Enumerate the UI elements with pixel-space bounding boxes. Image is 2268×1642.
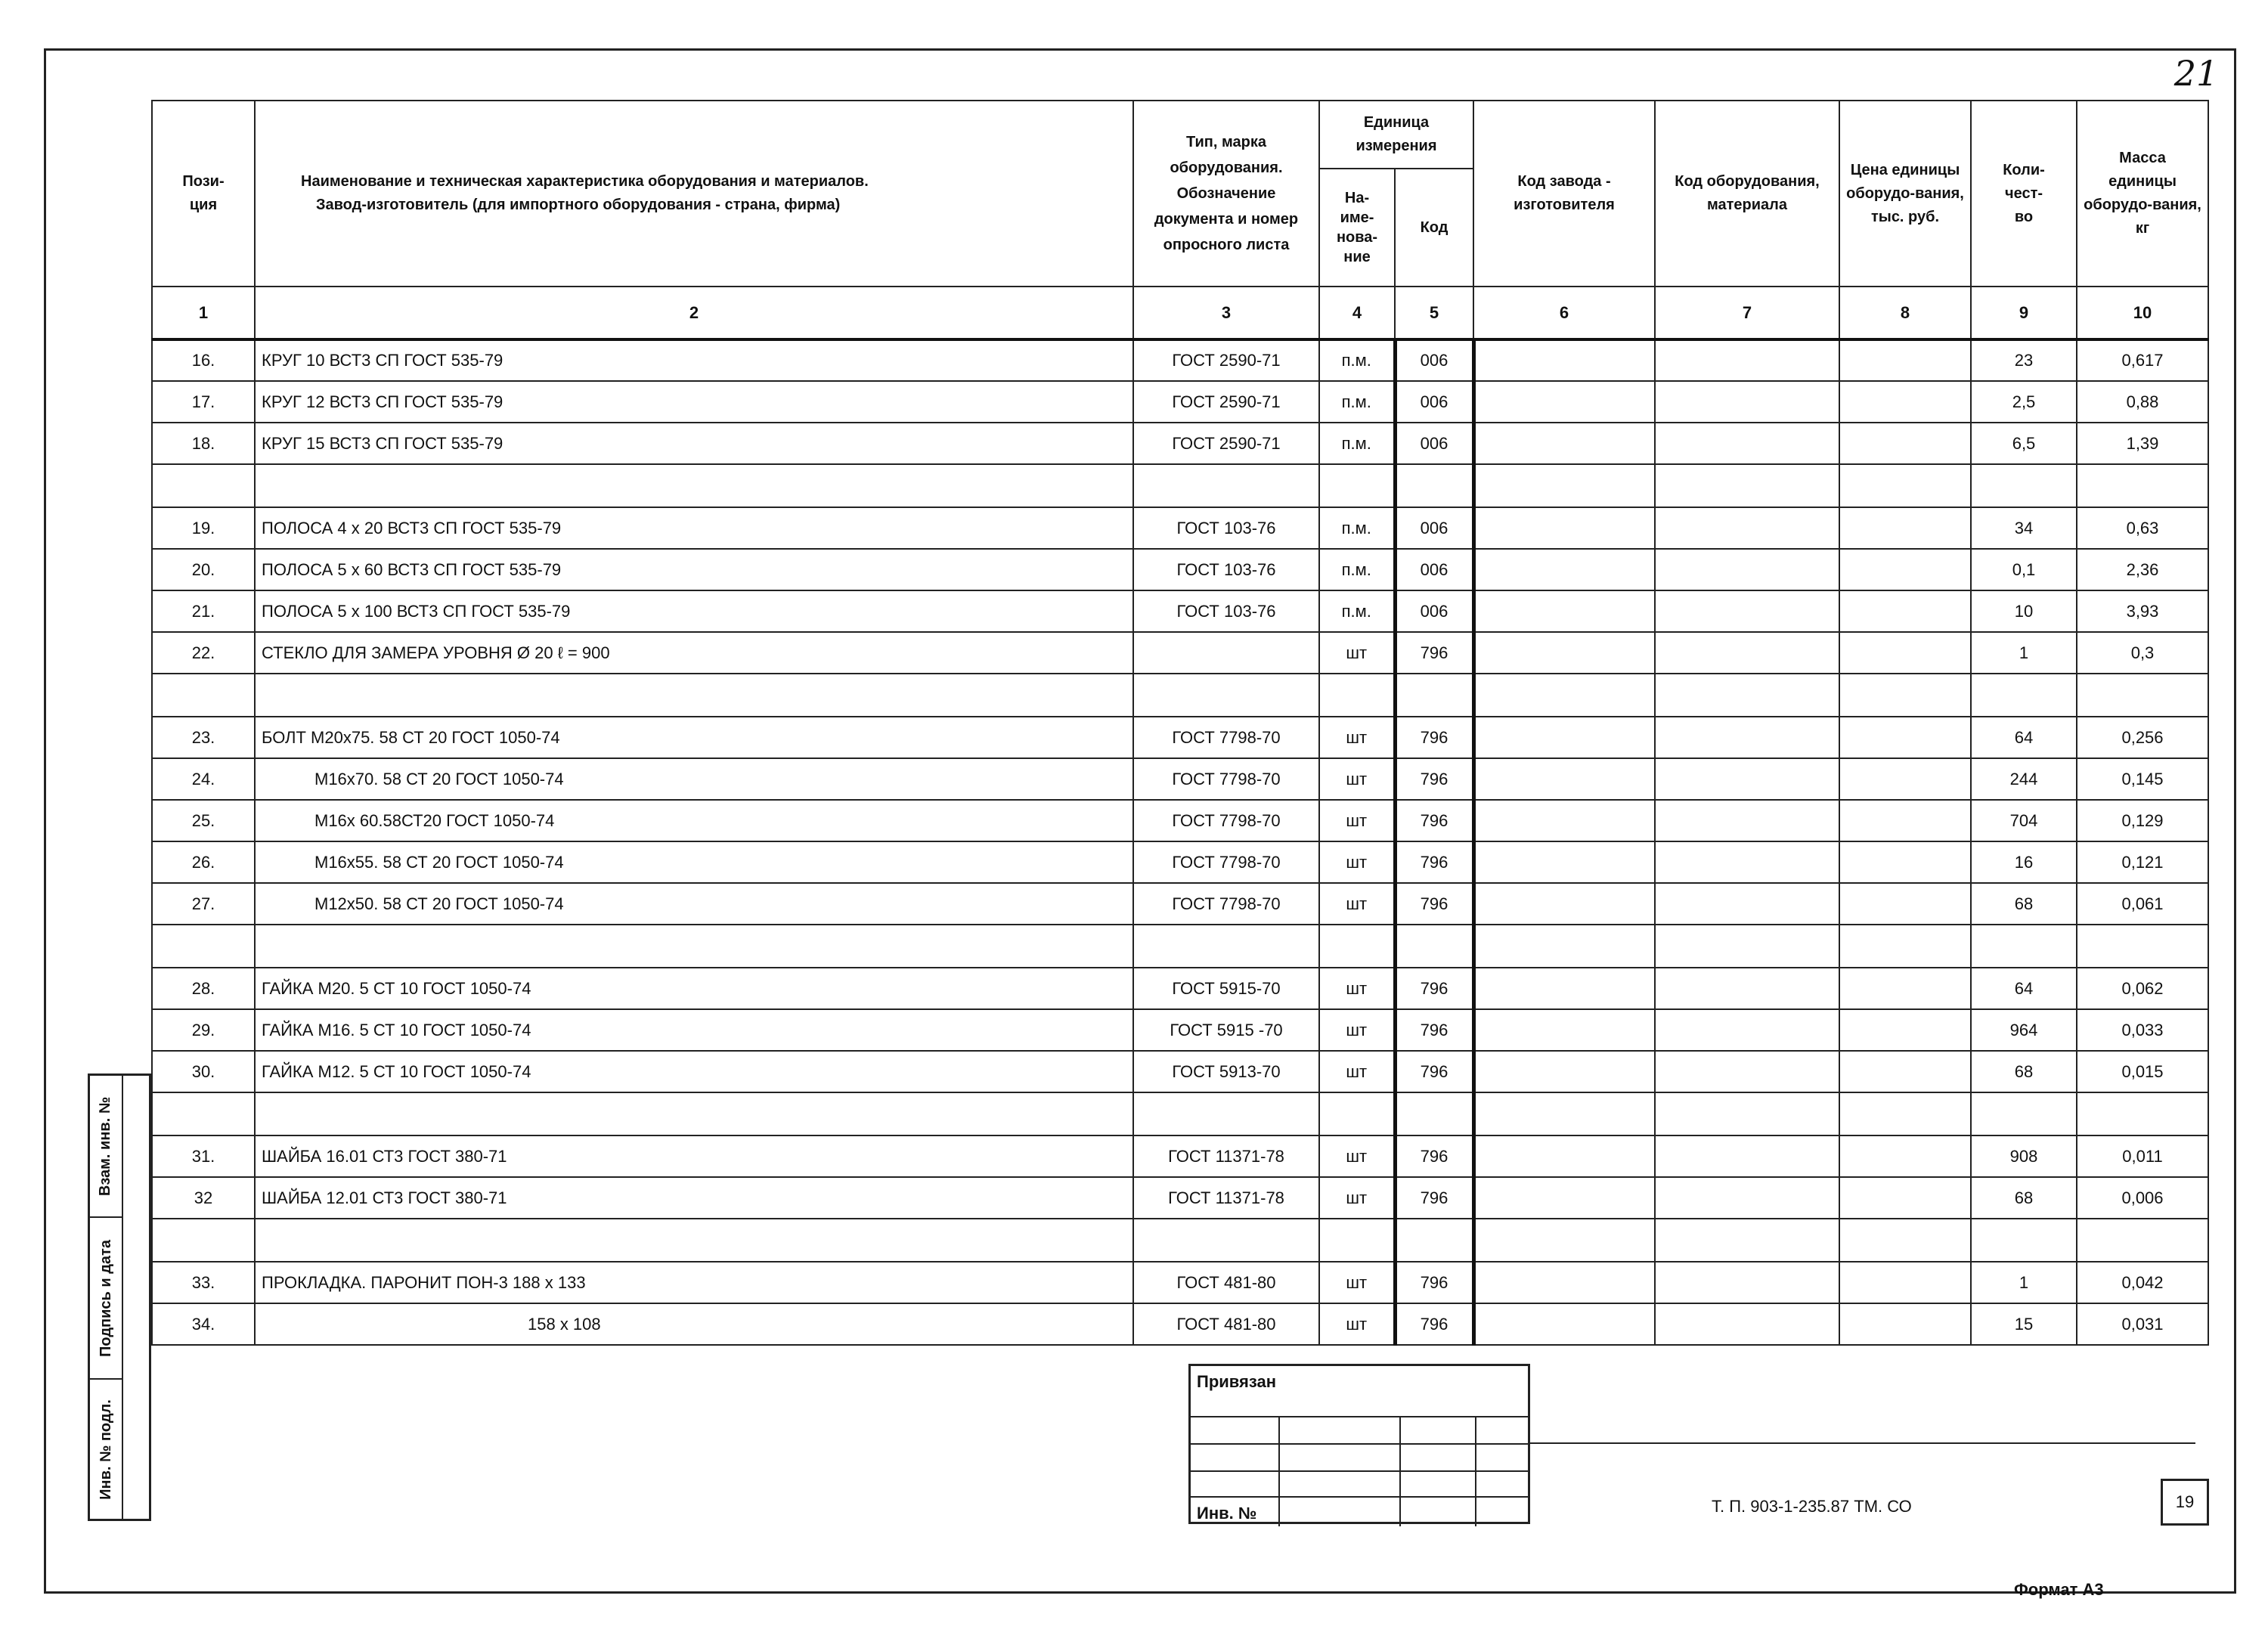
cell-position: 17. bbox=[152, 381, 255, 423]
cell-unit-code: 006 bbox=[1395, 507, 1473, 549]
table-row bbox=[152, 507, 2208, 549]
cell-factory-code bbox=[1473, 1135, 1655, 1177]
spacer-row bbox=[152, 1219, 2208, 1262]
cell-name: КРУГ 10 ВСТ3 СП ГОСТ 535-79 bbox=[255, 339, 1133, 381]
specification-table bbox=[151, 100, 2209, 1432]
cell-mass: 0,3 bbox=[2077, 632, 2208, 674]
cell-equipment-code bbox=[1655, 423, 1839, 464]
table-row bbox=[152, 1303, 2208, 1345]
cell-factory-code bbox=[1473, 381, 1655, 423]
cell-quantity: 6,5 bbox=[1971, 423, 2077, 464]
cell-position: 16. bbox=[152, 339, 255, 381]
cell-document: ГОСТ 5915-70 bbox=[1133, 968, 1319, 1009]
cell-equipment-code bbox=[1655, 1262, 1839, 1303]
col-number: 7 bbox=[1655, 287, 1839, 339]
cell-unit: шт bbox=[1319, 1303, 1395, 1345]
cell-price bbox=[1839, 883, 1971, 925]
cell-document: ГОСТ 7798-70 bbox=[1133, 841, 1319, 883]
cell-quantity: 2,5 bbox=[1971, 381, 2077, 423]
cell-position: 22. bbox=[152, 632, 255, 674]
cell-unit-code: 796 bbox=[1395, 758, 1473, 800]
col-number: 5 bbox=[1395, 287, 1473, 339]
cell-equipment-code bbox=[1655, 1009, 1839, 1051]
spacer-row bbox=[152, 1092, 2208, 1135]
cell-unit: п.м. bbox=[1319, 590, 1395, 632]
header-position: Пози- ция bbox=[152, 101, 255, 287]
table-row bbox=[152, 968, 2208, 1009]
cell-equipment-code bbox=[1655, 968, 1839, 1009]
cell-unit-code: 006 bbox=[1395, 423, 1473, 464]
cell-name: ПОЛОСА 4 x 20 ВСТ3 СП ГОСТ 535-79 bbox=[255, 507, 1133, 549]
cell-position: 21. bbox=[152, 590, 255, 632]
cell-unit-code: 006 bbox=[1395, 549, 1473, 590]
cell-mass: 3,93 bbox=[2077, 590, 2208, 632]
cell-quantity: 68 bbox=[1971, 1177, 2077, 1219]
cell-factory-code bbox=[1473, 1009, 1655, 1051]
cell-quantity: 1 bbox=[1971, 632, 2077, 674]
col-number: 2 bbox=[255, 287, 1133, 339]
cell-mass: 0,011 bbox=[2077, 1135, 2208, 1177]
cell-name: ПРОКЛАДКА. ПАРОНИТ ПОН-3 188 x 133 bbox=[255, 1262, 1133, 1303]
cell-price bbox=[1839, 717, 1971, 758]
side-sign-date: Подпись и дата bbox=[90, 1218, 122, 1380]
cell-mass: 0,033 bbox=[2077, 1009, 2208, 1051]
cell-equipment-code bbox=[1655, 717, 1839, 758]
cell-position: 18. bbox=[152, 423, 255, 464]
cell-document: ГОСТ 2590-71 bbox=[1133, 339, 1319, 381]
cell-mass: 0,061 bbox=[2077, 883, 2208, 925]
table-row bbox=[152, 800, 2208, 841]
cell-name: ГАЙКА М20. 5 СТ 10 ГОСТ 1050-74 bbox=[255, 968, 1133, 1009]
header-price: Цена единицы оборудо-вания, тыс. руб. bbox=[1839, 101, 1971, 287]
cell-document: ГОСТ 7798-70 bbox=[1133, 800, 1319, 841]
cell-price bbox=[1839, 590, 1971, 632]
cell-equipment-code bbox=[1655, 758, 1839, 800]
cell-position: 31. bbox=[152, 1135, 255, 1177]
cell-unit: шт bbox=[1319, 1051, 1395, 1092]
paper-format: Формат А3 bbox=[2014, 1580, 2104, 1599]
cell-price bbox=[1839, 758, 1971, 800]
side-inv-orig: Инв. № подл. bbox=[97, 1399, 114, 1500]
cell-mass: 0,006 bbox=[2077, 1177, 2208, 1219]
cell-document: ГОСТ 7798-70 bbox=[1133, 883, 1319, 925]
cell-price bbox=[1839, 423, 1971, 464]
table-row bbox=[152, 423, 2208, 464]
cell-mass: 0,062 bbox=[2077, 968, 2208, 1009]
cell-mass: 0,617 bbox=[2077, 339, 2208, 381]
cell-position: 33. bbox=[152, 1262, 255, 1303]
cell-mass: 0,121 bbox=[2077, 841, 2208, 883]
cell-document: ГОСТ 481-80 bbox=[1133, 1262, 1319, 1303]
cell-quantity: 64 bbox=[1971, 968, 2077, 1009]
cell-name: СТЕКЛО ДЛЯ ЗАМЕРА УРОВНЯ Ø 20 ℓ = 900 bbox=[255, 632, 1133, 674]
cell-unit-code: 796 bbox=[1395, 1303, 1473, 1345]
cell-quantity: 34 bbox=[1971, 507, 2077, 549]
cell-factory-code bbox=[1473, 507, 1655, 549]
cell-quantity: 908 bbox=[1971, 1135, 2077, 1177]
cell-price bbox=[1839, 381, 1971, 423]
cell-price bbox=[1839, 549, 1971, 590]
cell-unit: шт bbox=[1319, 1135, 1395, 1177]
cell-document: ГОСТ 103-76 bbox=[1133, 590, 1319, 632]
cell-unit: п.м. bbox=[1319, 549, 1395, 590]
table-row bbox=[152, 758, 2208, 800]
cell-mass: 0,88 bbox=[2077, 381, 2208, 423]
cell-quantity: 16 bbox=[1971, 841, 2077, 883]
table-row bbox=[152, 1177, 2208, 1219]
cell-name: ПОЛОСА 5 x 100 ВСТ3 СП ГОСТ 535-79 bbox=[255, 590, 1133, 632]
cell-position: 30. bbox=[152, 1051, 255, 1092]
cell-mass: 0,129 bbox=[2077, 800, 2208, 841]
cell-unit: шт bbox=[1319, 632, 1395, 674]
cell-document: ГОСТ 11371-78 bbox=[1133, 1177, 1319, 1219]
cell-quantity: 68 bbox=[1971, 1051, 2077, 1092]
cell-unit-code: 006 bbox=[1395, 590, 1473, 632]
cell-quantity: 64 bbox=[1971, 717, 2077, 758]
cell-name: ГАЙКА М16. 5 СТ 10 ГОСТ 1050-74 bbox=[255, 1009, 1133, 1051]
cell-factory-code bbox=[1473, 883, 1655, 925]
cell-unit-code: 796 bbox=[1395, 841, 1473, 883]
table-tail bbox=[152, 1345, 2208, 1432]
cell-factory-code bbox=[1473, 1177, 1655, 1219]
cell-unit: п.м. bbox=[1319, 423, 1395, 464]
cell-price bbox=[1839, 968, 1971, 1009]
header-quantity: Коли- чест- во bbox=[1971, 101, 2077, 287]
cell-position: 23. bbox=[152, 717, 255, 758]
cell-equipment-code bbox=[1655, 381, 1839, 423]
cell-price bbox=[1839, 841, 1971, 883]
cell-mass: 0,042 bbox=[2077, 1262, 2208, 1303]
page-number: 21 bbox=[2174, 53, 2219, 94]
cell-mass: 0,256 bbox=[2077, 717, 2208, 758]
cell-quantity: 704 bbox=[1971, 800, 2077, 841]
col-number: 10 bbox=[2077, 287, 2208, 339]
cell-unit: шт bbox=[1319, 841, 1395, 883]
cell-equipment-code bbox=[1655, 590, 1839, 632]
cell-price bbox=[1839, 1135, 1971, 1177]
header-unit: Единица измерения bbox=[1319, 101, 1473, 169]
col-number: 9 bbox=[1971, 287, 2077, 339]
cell-unit-code: 796 bbox=[1395, 717, 1473, 758]
cell-unit: п.м. bbox=[1319, 339, 1395, 381]
cell-unit-code: 796 bbox=[1395, 632, 1473, 674]
cell-quantity: 964 bbox=[1971, 1009, 2077, 1051]
cell-factory-code bbox=[1473, 339, 1655, 381]
header-row bbox=[152, 101, 2208, 169]
header-type: Тип, марка оборудования. Обозначение документа и номер опросного листа bbox=[1133, 101, 1319, 287]
cell-name: М12x50. 58 СТ 20 ГОСТ 1050-74 bbox=[255, 883, 1133, 925]
col-number: 4 bbox=[1319, 287, 1395, 339]
col-number: 3 bbox=[1133, 287, 1319, 339]
col-number: 6 bbox=[1473, 287, 1655, 339]
cell-unit: шт bbox=[1319, 1009, 1395, 1051]
table-row bbox=[152, 883, 2208, 925]
cell-price bbox=[1839, 507, 1971, 549]
table-row bbox=[152, 339, 2208, 381]
cell-position: 28. bbox=[152, 968, 255, 1009]
cell-mass: 2,36 bbox=[2077, 549, 2208, 590]
cell-factory-code bbox=[1473, 841, 1655, 883]
table-row bbox=[152, 1262, 2208, 1303]
cell-equipment-code bbox=[1655, 1303, 1839, 1345]
table-row bbox=[152, 1009, 2208, 1051]
header-factory-code: Код завода - изготовителя bbox=[1473, 101, 1655, 287]
cell-position: 27. bbox=[152, 883, 255, 925]
table-body bbox=[152, 339, 2208, 1345]
binding-stamp bbox=[1188, 1364, 1530, 1524]
cell-quantity: 0,1 bbox=[1971, 549, 2077, 590]
table-row bbox=[152, 632, 2208, 674]
cell-equipment-code bbox=[1655, 632, 1839, 674]
cell-equipment-code bbox=[1655, 841, 1839, 883]
cell-price bbox=[1839, 1303, 1971, 1345]
side-inv-sub: Взам. инв. № bbox=[90, 1076, 122, 1218]
cell-document: ГОСТ 7798-70 bbox=[1133, 758, 1319, 800]
cell-factory-code bbox=[1473, 632, 1655, 674]
table-row bbox=[152, 381, 2208, 423]
cell-quantity: 1 bbox=[1971, 1262, 2077, 1303]
cell-quantity: 244 bbox=[1971, 758, 2077, 800]
cell-factory-code bbox=[1473, 590, 1655, 632]
cell-equipment-code bbox=[1655, 1051, 1839, 1092]
table-row bbox=[152, 717, 2208, 758]
cell-document: ГОСТ 7798-70 bbox=[1133, 717, 1319, 758]
cell-unit-code: 006 bbox=[1395, 339, 1473, 381]
table-row bbox=[152, 841, 2208, 883]
cell-factory-code bbox=[1473, 1262, 1655, 1303]
cell-name: М16x70. 58 СТ 20 ГОСТ 1050-74 bbox=[255, 758, 1133, 800]
cell-mass: 1,39 bbox=[2077, 423, 2208, 464]
cell-position: 20. bbox=[152, 549, 255, 590]
cell-quantity: 10 bbox=[1971, 590, 2077, 632]
document-mark: Т. П. 903-1-235.87 ТМ. СО bbox=[1712, 1497, 1912, 1516]
cell-unit-code: 796 bbox=[1395, 883, 1473, 925]
cell-name: БОЛТ М20x75. 58 СТ 20 ГОСТ 1050-74 bbox=[255, 717, 1133, 758]
cell-quantity: 68 bbox=[1971, 883, 2077, 925]
cell-mass: 0,63 bbox=[2077, 507, 2208, 549]
header-name: Наименование и техническая характеристика оборудования и материалов. Завод-изготовитель (для импортного оборудования - страна, фирма) bbox=[255, 101, 1133, 287]
cell-factory-code bbox=[1473, 549, 1655, 590]
cell-unit-code: 796 bbox=[1395, 1009, 1473, 1051]
cell-document: ГОСТ 2590-71 bbox=[1133, 423, 1319, 464]
spacer-row bbox=[152, 464, 2208, 507]
cell-unit: п.м. bbox=[1319, 507, 1395, 549]
cell-factory-code bbox=[1473, 800, 1655, 841]
header-unit-name: На- име- нова- ние bbox=[1319, 169, 1395, 287]
cell-mass: 0,031 bbox=[2077, 1303, 2208, 1345]
cell-unit: шт bbox=[1319, 968, 1395, 1009]
side-stamp bbox=[88, 1073, 151, 1521]
stamp-inv-label: Инв. № bbox=[1197, 1504, 1257, 1523]
cell-price bbox=[1839, 1051, 1971, 1092]
cell-unit-code: 006 bbox=[1395, 381, 1473, 423]
cell-price bbox=[1839, 632, 1971, 674]
cell-name: ШАЙБА 12.01 СТ3 ГОСТ 380-71 bbox=[255, 1177, 1133, 1219]
cell-name: ПОЛОСА 5 x 60 ВСТ3 СП ГОСТ 535-79 bbox=[255, 549, 1133, 590]
cell-position: 29. bbox=[152, 1009, 255, 1051]
cell-document: ГОСТ 103-76 bbox=[1133, 507, 1319, 549]
cell-unit-code: 796 bbox=[1395, 1051, 1473, 1092]
cell-position: 34. bbox=[152, 1303, 255, 1345]
spacer-row bbox=[152, 674, 2208, 717]
cell-equipment-code bbox=[1655, 549, 1839, 590]
cell-document: ГОСТ 103-76 bbox=[1133, 549, 1319, 590]
cell-factory-code bbox=[1473, 1303, 1655, 1345]
cell-unit-code: 796 bbox=[1395, 1262, 1473, 1303]
col-number: 1 bbox=[152, 287, 255, 339]
cell-equipment-code bbox=[1655, 339, 1839, 381]
cell-equipment-code bbox=[1655, 1135, 1839, 1177]
spacer-row bbox=[152, 925, 2208, 968]
cell-price bbox=[1839, 1177, 1971, 1219]
cell-name: ШАЙБА 16.01 СТ3 ГОСТ 380-71 bbox=[255, 1135, 1133, 1177]
cell-unit: шт bbox=[1319, 717, 1395, 758]
cell-equipment-code bbox=[1655, 800, 1839, 841]
cell-mass: 0,015 bbox=[2077, 1051, 2208, 1092]
cell-price bbox=[1839, 1262, 1971, 1303]
stamp-label: Привязан bbox=[1197, 1372, 1277, 1391]
cell-position: 32 bbox=[152, 1177, 255, 1219]
cell-unit-code: 796 bbox=[1395, 1177, 1473, 1219]
cell-position: 26. bbox=[152, 841, 255, 883]
header-equipment-code: Код оборудования, материала bbox=[1655, 101, 1839, 287]
table-row bbox=[152, 1135, 2208, 1177]
table-row bbox=[152, 1051, 2208, 1092]
cell-equipment-code bbox=[1655, 507, 1839, 549]
cell-factory-code bbox=[1473, 717, 1655, 758]
cell-price bbox=[1839, 1009, 1971, 1051]
cell-price bbox=[1839, 800, 1971, 841]
cell-unit: шт bbox=[1319, 758, 1395, 800]
cell-document bbox=[1133, 632, 1319, 674]
cell-document: ГОСТ 2590-71 bbox=[1133, 381, 1319, 423]
cell-position: 19. bbox=[152, 507, 255, 549]
col-number: 8 bbox=[1839, 287, 1971, 339]
cell-position: 24. bbox=[152, 758, 255, 800]
cell-quantity: 23 bbox=[1971, 339, 2077, 381]
cell-document: ГОСТ 5915 -70 bbox=[1133, 1009, 1319, 1051]
cell-name: КРУГ 12 ВСТ3 СП ГОСТ 535-79 bbox=[255, 381, 1133, 423]
column-numbers-row bbox=[152, 287, 2208, 339]
cell-document: ГОСТ 11371-78 bbox=[1133, 1135, 1319, 1177]
cell-quantity: 15 bbox=[1971, 1303, 2077, 1345]
cell-equipment-code bbox=[1655, 883, 1839, 925]
header-unit-code: Код bbox=[1395, 169, 1473, 287]
side-stamp-column bbox=[122, 1076, 150, 1519]
cell-equipment-code bbox=[1655, 1177, 1839, 1219]
header-mass: Масса единицы оборудо-вания, кг bbox=[2077, 101, 2208, 287]
cell-price bbox=[1839, 339, 1971, 381]
cell-name: 158 x 108 bbox=[255, 1303, 1133, 1345]
cell-factory-code bbox=[1473, 423, 1655, 464]
table-row bbox=[152, 549, 2208, 590]
cell-unit-code: 796 bbox=[1395, 1135, 1473, 1177]
cell-factory-code bbox=[1473, 758, 1655, 800]
cell-unit: п.м. bbox=[1319, 381, 1395, 423]
cell-name: КРУГ 15 ВСТ3 СП ГОСТ 535-79 bbox=[255, 423, 1133, 464]
sheet-number: 19 bbox=[2161, 1479, 2209, 1526]
cell-position: 25. bbox=[152, 800, 255, 841]
table-row bbox=[152, 590, 2208, 632]
cell-unit-code: 796 bbox=[1395, 800, 1473, 841]
cell-factory-code bbox=[1473, 1051, 1655, 1092]
cell-factory-code bbox=[1473, 968, 1655, 1009]
cell-name: ГАЙКА М12. 5 СТ 10 ГОСТ 1050-74 bbox=[255, 1051, 1133, 1092]
cell-unit: шт bbox=[1319, 883, 1395, 925]
cell-unit: шт bbox=[1319, 1262, 1395, 1303]
cell-document: ГОСТ 5913-70 bbox=[1133, 1051, 1319, 1092]
cell-mass: 0,145 bbox=[2077, 758, 2208, 800]
cell-unit-code: 796 bbox=[1395, 968, 1473, 1009]
cell-name: М16x 60.58СТ20 ГОСТ 1050-74 bbox=[255, 800, 1133, 841]
cell-unit: шт bbox=[1319, 800, 1395, 841]
cell-unit: шт bbox=[1319, 1177, 1395, 1219]
cell-name: М16x55. 58 СТ 20 ГОСТ 1050-74 bbox=[255, 841, 1133, 883]
cell-document: ГОСТ 481-80 bbox=[1133, 1303, 1319, 1345]
